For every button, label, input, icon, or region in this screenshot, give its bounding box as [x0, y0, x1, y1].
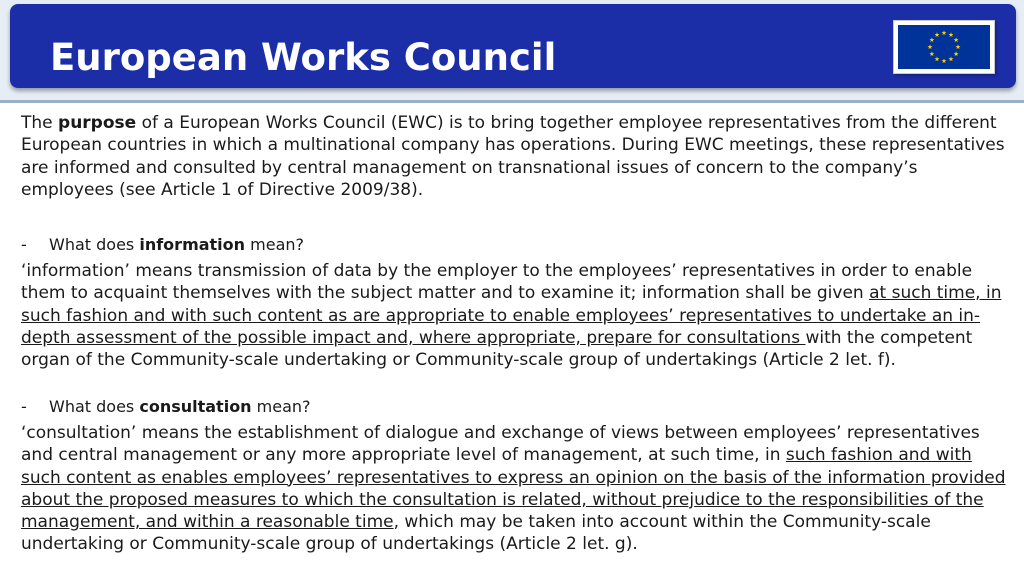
definition-underlined-text: such fashion and with such content as enables employees’ representatives to express an opinion on the basis of the information provided about the proposed measures to which the consultation is related, without prejudice to the responsibilities of the management, and within a reasonable time: [21, 445, 1006, 533]
eu-flag-icon: [893, 20, 995, 74]
intro-paragraph: [21, 112, 1006, 201]
page-title: European Works Council: [50, 36, 557, 79]
consultation-definition: [21, 422, 1006, 556]
information-definition: [21, 260, 1006, 371]
question-prefix: What does: [49, 235, 140, 254]
eu-flag-graphic: [898, 25, 990, 69]
bullet-dash: -: [21, 235, 27, 254]
intro-text: of a European Works Council (EWC) is to bring together employee representatives from the different European countries in which a multinational company has operations. During EWC meetings, these representatives are informed and consulted by central management on transnational issues of concern to the company’s employees (see Article 1 of Directive 2009/38).: [21, 113, 1005, 200]
intro-bold-term: purpose: [58, 113, 137, 133]
bullet-dash: -: [21, 397, 27, 416]
header-divider: [0, 100, 1024, 103]
definition-text: ‘consultation’ means the establishment of dialogue and exchange of views between employees’ representatives and central management or any more appropriate level of management, at such time, in: [21, 423, 980, 466]
question-suffix: mean?: [245, 235, 304, 254]
definition-text-end: , which may be taken into account within the Community-scale undertaking or Community-scale group of undertakings (Article 2 let. g).: [21, 512, 931, 555]
consultation-question: [21, 396, 311, 418]
definition-underlined-text: at such time, in such fashion and with such content as are appropriate to enable employees’ representatives to undertake an in-depth assessment of the possible impact and, where appropriate, prepare for consultations: [21, 283, 1002, 348]
slide-header: [0, 0, 1024, 100]
question-prefix: What does: [49, 397, 140, 416]
question-bold-term: consultation: [139, 397, 252, 416]
question-suffix: mean?: [251, 397, 311, 416]
intro-prefix: The: [21, 113, 59, 133]
information-question: [21, 234, 304, 256]
definition-text: ‘information’ means transmission of data by the employer to the employees’ representatives in order to enable them to acquaint themselves with the subject matter and to examine it; information shall be given: [21, 261, 973, 304]
definition-text-end: with the competent organ of the Community-scale undertaking or Community-scale group of undertakings (Article 2 let. f).: [21, 327, 973, 371]
question-bold-term: information: [139, 235, 246, 254]
slide-content: [0, 104, 1024, 576]
